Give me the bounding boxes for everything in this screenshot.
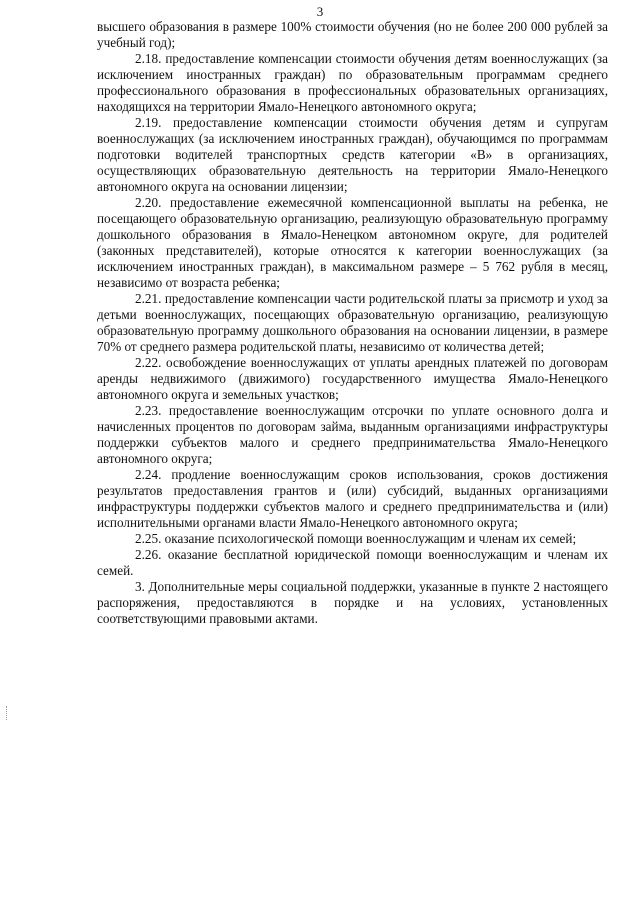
paragraph-2-18: 2.18. предоставление компенсации стоимости обучения детям военнослужащих (за исключением иностранных граждан) по образовательным программам среднего профессионального образования в профессиональных образовательных организациях, находящихся на территории Ямало-Ненецкого автономного округа;	[97, 51, 608, 114]
paragraph-2-21: 2.21. предоставление компенсации части родительской платы за присмотр и уход за детьми военнослужащих, посещающих образовательную организацию, реализующую образовательную программу дошкольного образования на основании лицензии, в размере 70% от среднего размера родительской платы, независимо от количества детей;	[97, 291, 608, 354]
paragraph-continuation: высшего образования в размере 100% стоимости обучения (но не более 200 000 рублей за учебный год);	[97, 19, 608, 50]
paragraph-2-20: 2.20. предоставление ежемесячной компенсационной выплаты на ребенка, не посещающего образовательную организацию, реализующую образовательную программу дошкольного образования в Ямало-Ненецком автономном округе, для родителей (законных представителей), которые относятся к категории военнослужащих (за исключением иностранных граждан), в максимальном размере – 5 762 рубля в месяц, независимо от возраста ребенка;	[97, 195, 608, 290]
paragraph-2-24: 2.24. продление военнослужащим сроков использования, сроков достижения результатов предоставления грантов и (или) субсидий, выданных организациями инфраструктуры поддержки субъектов малого и среднего предпринимательства и (или) исполнительными органами власти Ямало-Ненецкого автономного округа;	[97, 467, 608, 530]
scan-margin-mark	[6, 706, 8, 720]
document-body	[97, 19, 608, 627]
paragraph-2-26: 2.26. оказание бесплатной юридической помощи военнослужащим и членам их семей.	[97, 547, 608, 578]
paragraph-2-22: 2.22. освобождение военнослужащих от уплаты арендных платежей по договорам аренды недвижимого (движимого) государственного имущества Ямало-Ненецкого автономного округа и земельных участков;	[97, 355, 608, 402]
paragraph-3: 3. Дополнительные меры социальной поддержки, указанные в пункте 2 настоящего распоряжения, предоставляются в порядке и на условиях, установленных соответствующими правовыми актами.	[97, 579, 608, 626]
page-number: 3	[316, 4, 324, 19]
paragraph-2-25: 2.25. оказание психологической помощи военнослужащим и членам их семей;	[135, 531, 577, 546]
paragraph-2-19: 2.19. предоставление компенсации стоимости обучения детям и супругам военнослужащих (за исключением иностранных граждан), обучающимся по программам подготовки водителей транспортных средств категории «В» в организациях, осуществляющих образовательную деятельность на территории Ямало-Ненецкого автономного округа на основании лицензии;	[97, 115, 608, 194]
paragraph-2-23: 2.23. предоставление военнослужащим отсрочки по уплате основного долга и начисленных процентов по договорам займа, выданным организациями инфраструктуры поддержки субъектов малого и среднего предпринимательства Ямало-Ненецкого автономного округа;	[97, 403, 608, 466]
